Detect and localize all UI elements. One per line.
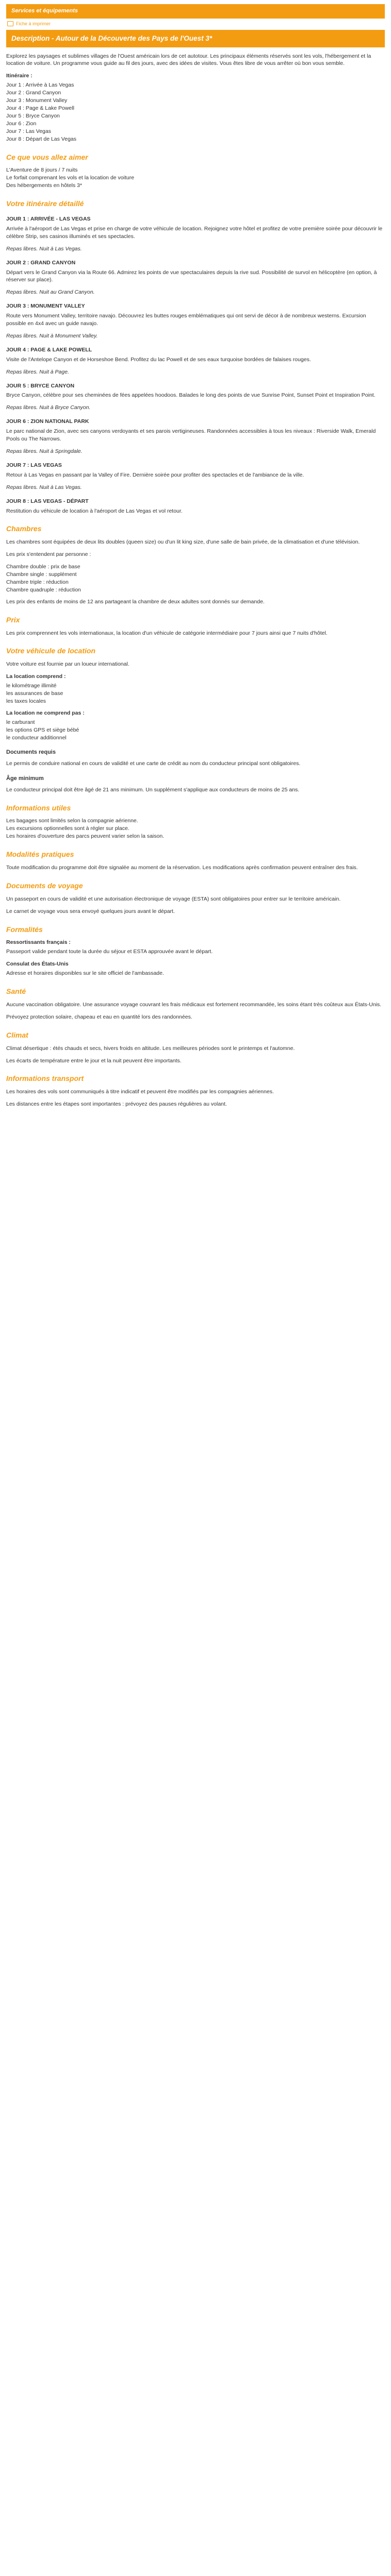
highlight-item: L'Aventure de 8 jours / 7 nuits	[6, 167, 78, 174]
day-text: Visite de l'Antelope Canyon et de Horseshoe Bend. Profitez du lac Powell et de ses eaux turquoise bordées de falaises rouges.	[6, 356, 311, 363]
car-excluded-item: le conducteur additionnel	[6, 734, 67, 741]
itinerary-item: Jour 2 : Grand Canyon	[6, 90, 61, 96]
program-title: Votre itinéraire détaillé	[6, 199, 84, 208]
intro-text: Explorez les paysages et sublimes villages de l'Ouest américain lors de cet autotour. Les principaux éléments réservés sont les vols, l'hébergement et la location de voiture. Un programme vous guide au fil des jours, avec des idées de visites. Vous êtes libre de vous arrêter où bon vous semble.	[6, 53, 371, 67]
printer-icon	[7, 21, 13, 26]
prices-title: Prix	[6, 615, 20, 624]
modify-title: Modalités pratiques	[6, 850, 74, 859]
day-meal: Repas libres. Nuit à Springdale.	[6, 448, 83, 454]
embassy-title: Consulat des États-Unis	[6, 961, 69, 968]
info-item: Les excursions optionnelles sont à régler sur place.	[6, 825, 129, 832]
day-text: Arrivée à l'aéroport de Las Vegas et prise en charge de votre véhicule de location. Rejoignez votre hôtel et profitez de votre première soirée pour découvrir le célèbre Strip, ses casinos illuminés et ses spectacles.	[6, 225, 383, 240]
health-text-2: Prévoyez protection solaire, chapeau et eau en quantité lors des randonnées.	[6, 1013, 192, 1020]
day-text: Retour à Las Vegas en passant par la Valley of Fire. Dernière soirée pour profiter des spectacles et de l'ambiance de la ville.	[6, 471, 304, 478]
transport-text-2: Les distances entre les étapes sont importantes : prévoyez des pauses régulières au volant.	[6, 1101, 227, 1108]
car-intro: Votre voiture est fournie par un loueur international.	[6, 661, 129, 668]
day-meal: Repas libres. Nuit au Grand Canyon.	[6, 289, 95, 296]
car-included-item: les taxes locales	[6, 698, 46, 704]
day-meal: Repas libres. Nuit à Bryce Canyon.	[6, 404, 91, 411]
price-item: Chambre quadruple : réduction	[6, 586, 81, 593]
car-excluded-item: le carburant	[6, 719, 35, 725]
climate-text: Climat désertique : étés chauds et secs, hivers froids en altitude. Les meilleures périodes sont le printemps et l'automne.	[6, 1045, 295, 1052]
itinerary-list	[6, 81, 385, 143]
documents-text: Un passeport en cours de validité et une autorisation électronique de voyage (ESTA) sont obligatoires pour entrer sur le territoire américain.	[6, 895, 341, 902]
car-excluded-item: les options GPS et siège bébé	[6, 726, 79, 733]
price-item: Chambre double : prix de base	[6, 564, 80, 570]
info-item: Les bagages sont limités selon la compagnie aérienne.	[6, 818, 138, 824]
day-block	[6, 498, 385, 515]
itinerary-item: Jour 7 : Las Vegas	[6, 128, 51, 134]
day-text: Départ vers le Grand Canyon via la Route 66. Admirez les points de vue spectaculaires depuis la rive sud. Possibilité de survol en hélicoptère (en option, à réserver sur place).	[6, 269, 377, 283]
day-block	[6, 215, 385, 253]
day-block	[6, 302, 385, 340]
prices-text: Les prix comprennent les vols internationaux, la location d'un véhicule de catégorie intermédiaire pour 7 jours ainsi que 7 nuits d'hôtel.	[6, 630, 328, 636]
day-meal: Repas libres. Nuit à Las Vegas.	[6, 245, 82, 252]
itinerary-item: Jour 3 : Monument Valley	[6, 97, 68, 104]
climate-title: Climat	[6, 1030, 28, 1039]
rooms-note: Les prix des enfants de moins de 12 ans partageant la chambre de deux adultes sont donnés sur demande.	[6, 598, 265, 605]
services-banner: Services et équipements	[6, 4, 385, 19]
rooms-text: Les chambres sont équipées de deux lits doubles (queen size) ou d'un lit king size, d'une salle de bain privée, de la climatisation et d'une télévision.	[6, 539, 360, 546]
day-heading: JOUR 8 : LAS VEGAS - DÉPART	[6, 498, 89, 504]
day-heading: JOUR 5 : BRYCE CANYON	[6, 382, 75, 389]
rooms-prices-intro: Les prix s'entendent par personne :	[6, 551, 91, 558]
car-docs-title: Documents requis	[6, 749, 56, 756]
page-title: Description - Autour de la Découverte des Pays de l'Ouest 3*	[6, 30, 385, 47]
itinerary-item: Jour 6 : Zion	[6, 120, 37, 127]
info-item: Les horaires d'ouverture des parcs peuvent varier selon la saison.	[6, 833, 165, 840]
car-excluded-title: La location ne comprend pas :	[6, 709, 85, 716]
climate-text-2: Les écarts de température entre le jour et la nuit peuvent être importants.	[6, 1057, 182, 1064]
itinerary-title: Itinéraire :	[6, 73, 32, 79]
print-label[interactable]: Fiche à imprimer	[16, 21, 51, 26]
info-title: Informations utiles	[6, 803, 71, 812]
day-heading: JOUR 1 : ARRIVÉE - LAS VEGAS	[6, 215, 91, 222]
day-heading: JOUR 7 : LAS VEGAS	[6, 462, 62, 468]
car-included-title: La location comprend :	[6, 673, 66, 680]
rooms-price-list	[6, 563, 385, 594]
day-block	[6, 259, 385, 297]
highlight-item: Des hébergements en hôtels 3*	[6, 182, 83, 189]
car-title: Votre véhicule de location	[6, 647, 95, 655]
day-text: Restitution du véhicule de location à l'aéroport de Las Vegas et vol retour.	[6, 507, 183, 514]
documents-title: Documents de voyage	[6, 881, 83, 890]
formalites-head: Ressortissants français :	[6, 939, 71, 946]
itinerary-item: Jour 1 : Arrivée à Las Vegas	[6, 82, 74, 89]
day-meal: Repas libres. Nuit à Monument Valley.	[6, 332, 98, 339]
day-block	[6, 462, 385, 492]
day-block	[6, 346, 385, 376]
day-text: Le parc national de Zion, avec ses canyons verdoyants et ses parois vertigineuses. Randonnées accessibles à tous les niveaux : Riverside Walk, Emerald Pools ou The Narrows.	[6, 428, 376, 443]
documents-text-2: Le carnet de voyage vous sera envoyé quelques jours avant le départ.	[6, 908, 175, 914]
modify-text: Toute modification du programme doit être signalée au moment de la réservation. Les modifications après confirmation peuvent entraîner des frais.	[6, 864, 358, 871]
formalites-text: Passeport valide pendant toute la durée du séjour et ESTA approuvée avant le départ.	[6, 948, 213, 955]
car-age-text: Le conducteur principal doit être âgé de 21 ans minimum. Un supplément s'applique aux conducteurs de moins de 25 ans.	[6, 786, 300, 793]
day-heading: JOUR 3 : MONUMENT VALLEY	[6, 303, 85, 310]
day-heading: JOUR 4 : PAGE & LAKE POWELL	[6, 346, 92, 353]
formalites-title: Formalités	[6, 925, 43, 934]
day-block	[6, 418, 385, 455]
day-meal: Repas libres. Nuit à Page.	[6, 368, 69, 375]
highlights-list	[6, 166, 385, 190]
car-included-item: les assurances de base	[6, 690, 63, 697]
price-item: Chambre triple : réduction	[6, 579, 69, 585]
highlight-item: Le forfait comprenant les vols et la location de voiture	[6, 175, 135, 181]
itinerary-item: Jour 4 : Page & Lake Powell	[6, 105, 74, 111]
car-age-title: Âge minimum	[6, 775, 44, 782]
car-docs-text: Le permis de conduire national en cours de validité et une carte de crédit au nom du conducteur principal sont obligatoires.	[6, 760, 301, 767]
rooms-title: Chambres	[6, 524, 42, 533]
transport-text: Les horaires des vols sont communiqués à titre indicatif et peuvent être modifiés par les compagnies aériennes.	[6, 1089, 274, 1095]
print-link[interactable]	[7, 21, 385, 27]
health-title: Santé	[6, 987, 26, 996]
itinerary-item: Jour 5 : Bryce Canyon	[6, 112, 60, 119]
transport-title: Informations transport	[6, 1074, 84, 1083]
day-text: Bryce Canyon, célèbre pour ses cheminées de fées appelées hoodoos. Balades le long des points de vue Sunrise Point, Sunset Point et Inspiration Point.	[6, 392, 376, 399]
embassy-text: Adresse et horaires disponibles sur le site officiel de l'ambassade.	[6, 970, 164, 977]
car-included-item: le kilométrage illimité	[6, 683, 57, 689]
highlights-title: Ce que vous allez aimer	[6, 152, 88, 161]
day-heading: JOUR 6 : ZION NATIONAL PARK	[6, 418, 89, 425]
health-text: Aucune vaccination obligatoire. Une assurance voyage couvrant les frais médicaux est fortement recommandée, les soins étant très coûteux aux États-Unis.	[6, 1001, 382, 1008]
day-text: Route vers Monument Valley, territoire navajo. Découvrez les buttes rouges emblématiques qui ont servi de décor à de nombreux westerns. Excursion possible en 4x4 avec un guide navajo.	[6, 313, 366, 327]
day-heading: JOUR 2 : GRAND CANYON	[6, 259, 76, 266]
day-block	[6, 382, 385, 412]
price-item: Chambre single : supplément	[6, 571, 77, 578]
day-meal: Repas libres. Nuit à Las Vegas.	[6, 484, 82, 490]
itinerary-item: Jour 8 : Départ de Las Vegas	[6, 135, 77, 142]
